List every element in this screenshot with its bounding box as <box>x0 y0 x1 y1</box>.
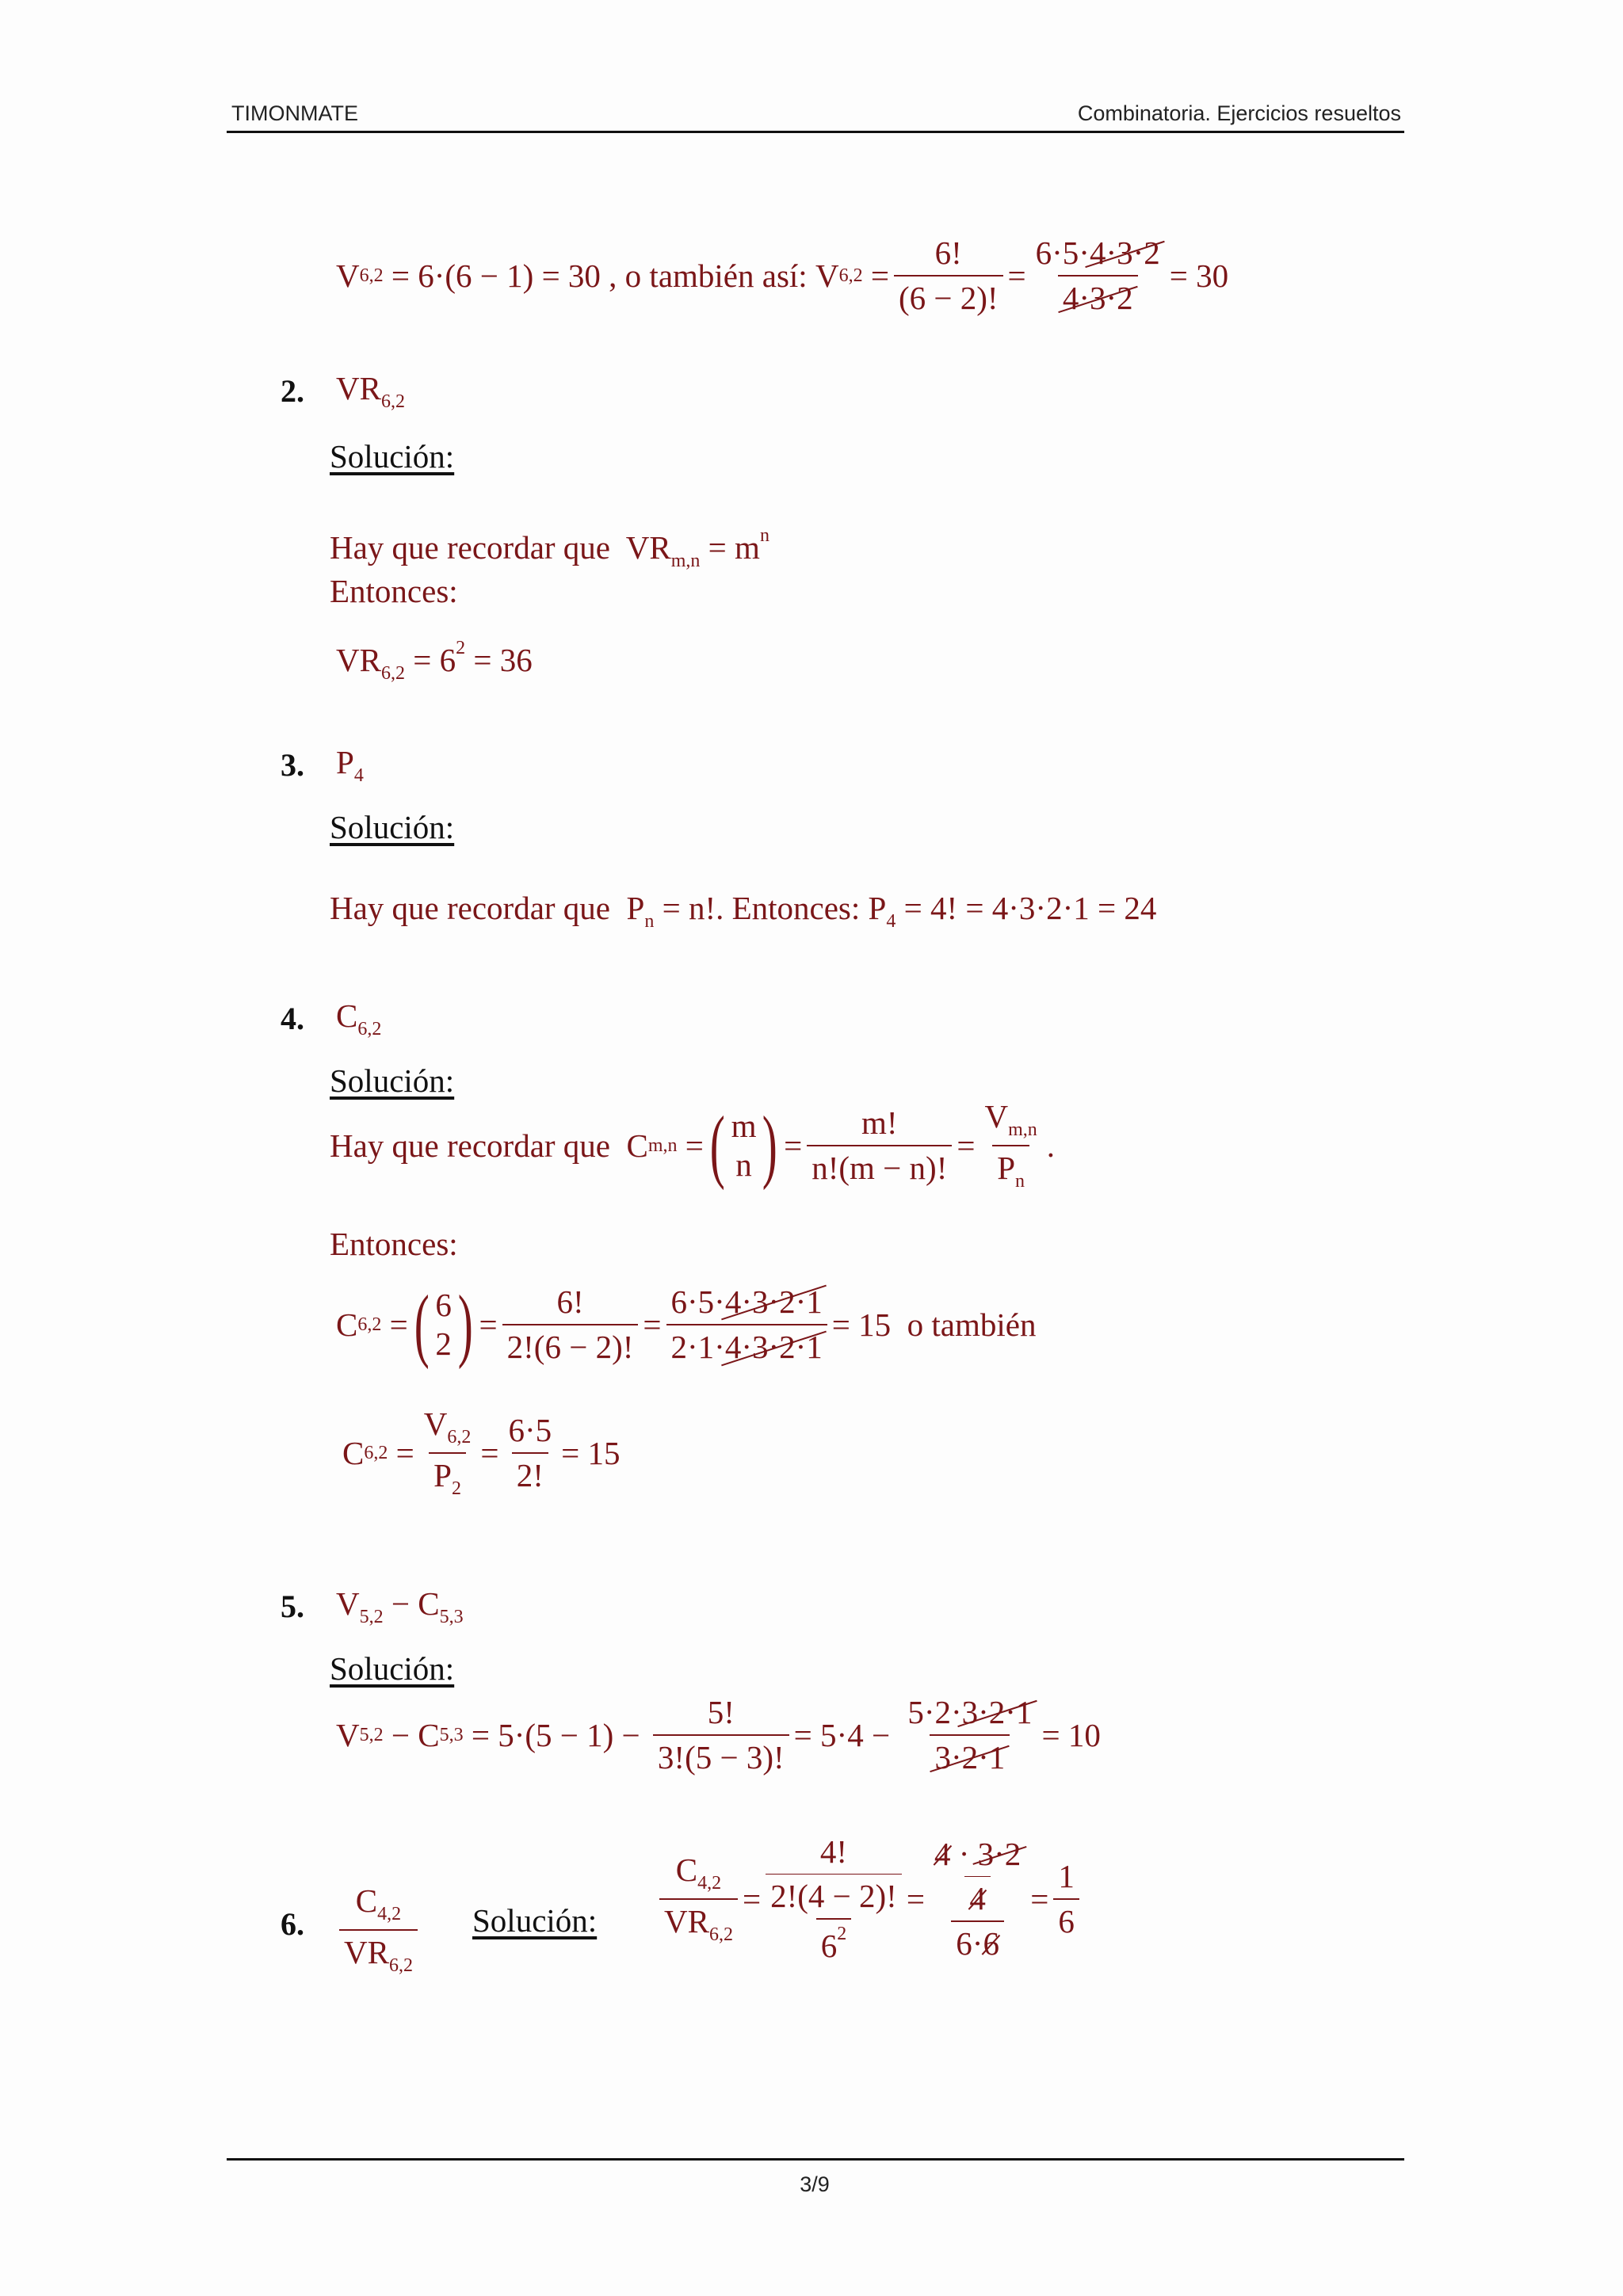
ex4-binomial: ( m n ) <box>709 1100 778 1192</box>
ex2-solucion-label: Solución: <box>330 438 455 475</box>
ex4-title: $C_{6,2}$ <box>336 997 382 1039</box>
ex4-number: 4. <box>281 1001 304 1036</box>
ex6-computation: $\frac{C_{4,2}}{VR_{6,2}}$ = 4! 2!(4 − 2)! $6^2$ = 4 · 3·2 4 6·6 = $\frac{1}{6}$ <box>655 1835 1084 1963</box>
footer-rule <box>227 2158 1404 2161</box>
ex5-title: $V_{5,2} - C_{5,3}$ <box>336 1585 464 1627</box>
header-rule <box>227 131 1404 133</box>
ex2-title: $VR_{6,2}$ <box>336 370 405 412</box>
ex5-fraction-1: $\frac{5!}{3!(5 - 3)!}$ <box>653 1695 789 1775</box>
ex1-fraction-2: $\frac{6\cdot 5\cdot 4\cdot 3\cdot 2}{4\cdot 3\cdot 2}$ <box>1035 235 1160 317</box>
ex6-fraction-result: $\frac{1}{6}$ <box>1053 1859 1079 1939</box>
ex6-fraction-a: $\frac{C_{4,2}}{VR_{6,2}}$ <box>659 1853 738 1945</box>
ex4-fraction-factorial: $\frac{m!}{n!(m - n)!}$ <box>807 1106 952 1185</box>
ex4-fraction-g1: $\frac{6!}{2!(6 - 2)!}$ <box>502 1285 639 1364</box>
ex3-number: 3. <box>281 747 304 783</box>
ex4-fraction-h2: $\frac{6\cdot 5}{2!}$ <box>508 1412 552 1494</box>
ex6-solucion-label: Solución: <box>472 1902 598 1939</box>
ex4-then: Entonces: <box>330 1226 458 1262</box>
ex1-solution-line: V 6,2 = 6·(6 − 1) = 30 , o también así: V 6,2 = $\frac{6!}{(6 - 2)!}$ = $\frac{6\cdot 5\cdot 4\cdot 3\cdot 2}{4\cdot 3\cdot 2}$ = 30 <box>336 235 1229 317</box>
ex6-fraction-c: 4 · 3·2 4 6·6 <box>934 1836 1022 1962</box>
ex5-number: 5. <box>281 1589 304 1624</box>
ex4-computation: C 6,2 = ( 6 2 ) = $\frac{6!}{2!(6 - 2)!}$ = $\frac{6\cdot 5\cdot 4\cdot 3\cdot 2\cdot 1}{2\cdot 1\cdot 4\cdot 3\cdot 2\cdot 1}$ = 15 o también <box>336 1279 1037 1370</box>
ex3-solucion-label: Solución: <box>330 809 455 845</box>
ex4-fraction-g2: $\frac{6\cdot 5\cdot 4\cdot 3\cdot 2\cdot 1}{2\cdot 1\cdot 4\cdot 3\cdot 2\cdot 1}$ <box>666 1285 827 1364</box>
ex6-title <box>334 1884 422 1976</box>
ex4-alternative: C 6,2 = $\frac{V_{6,2}}{P_2}$ = $\frac{6\cdot 5}{2!}$ = 15 <box>342 1405 621 1500</box>
ex2-recall: Hay que recordar que $VR_{m,n} = m^n$ <box>330 525 769 571</box>
ex4-binomial-6-2: ( 6 2 ) <box>414 1279 473 1370</box>
ex2-number: 2. <box>281 373 304 409</box>
ex3-title: $P_4$ <box>336 744 364 786</box>
ex6-fraction-b: 4! 2!(4 − 2)! $6^2$ <box>766 1835 902 1963</box>
ex3-recall: Hay que recordar que $P_n = n$!. Entonces: $P_4 = 4$! = 4·3·2·1 = 24 <box>330 890 1157 932</box>
ex4-solucion-label: Solución: <box>330 1062 455 1099</box>
ex4-fraction-h1: $\frac{V_{6,2}}{P_2}$ <box>423 1405 472 1500</box>
ex4-fraction-v-p: $\frac{V_{m,n}}{P_n}$ <box>984 1098 1037 1192</box>
ex2-then: Entonces: <box>330 573 458 609</box>
ex1-fraction-1: $\frac{6!}{(6 - 2)!}$ <box>894 236 1003 315</box>
ex5-solucion-label: Solución: <box>330 1650 455 1687</box>
ex5-fraction-2: $\frac{5\cdot 2\cdot 3\cdot 2\cdot 1}{3\cdot 2\cdot 1}$ <box>907 1694 1033 1776</box>
ex4-recall: Hay que recordar que C m,n = ( m n ) = $\frac{m!}{n!(m - n)!}$ = $\frac{V_{m,n}}{P_n}$ . <box>330 1098 1056 1192</box>
ex6-number: 6. <box>281 1906 304 1942</box>
ex5-computation: V 5,2 − C 5,3 = 5·(5 − 1) − $\frac{5!}{3!(5 - 3)!}$ = 5·4 − $\frac{5\cdot 2\cdot 3\cdot 2\cdot 1}{3\cdot 2\cdot 1}$ = 10 <box>336 1694 1101 1776</box>
header-right: Combinatoria. Ejercicios resueltos <box>1077 101 1401 125</box>
ex2-result: $VR_{6,2} = 6^2 = 36$ <box>336 638 533 684</box>
page-number: 3/9 <box>800 2172 830 2196</box>
header-left: TIMONMATE <box>231 101 358 125</box>
ex6-title-fraction: $\frac{C_{4,2}}{VR_{6,2}}$ <box>339 1884 418 1976</box>
